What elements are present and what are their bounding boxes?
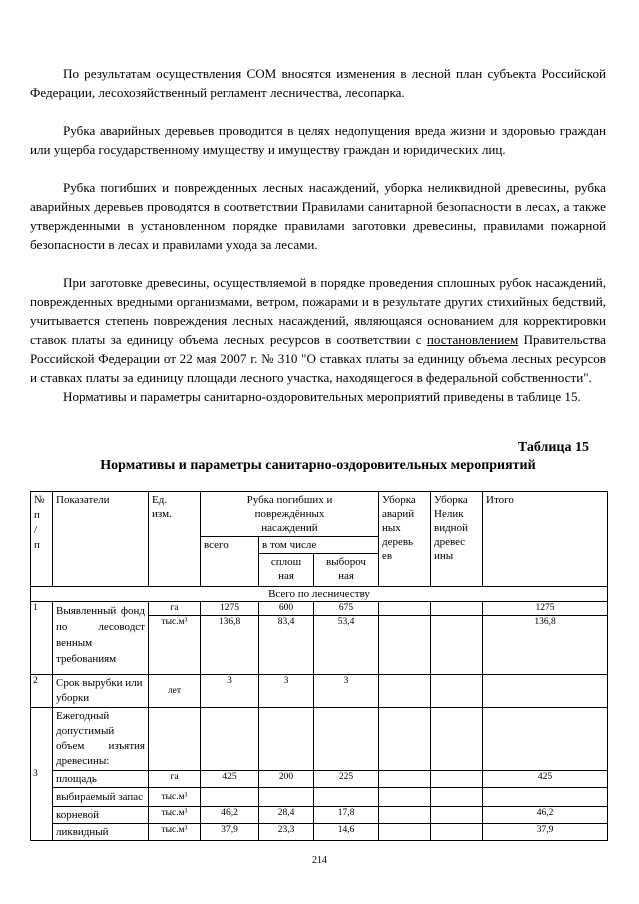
section-row [31, 587, 608, 602]
paragraph-table-reference: Нормативы и параметры санитарно-оздоровительных мероприятий приведены в таблице 15. [63, 389, 581, 404]
header-selective: выбороч ная [314, 554, 379, 587]
header-solid: сплош ная [259, 554, 314, 587]
table-row: корневой тыс.м³ 46,2 28,4 17,8 46,2 [31, 807, 608, 824]
header-row-1 [31, 492, 608, 537]
table-row: ликвидный тыс.м³ 37,9 23,3 14,6 37,9 [31, 824, 608, 841]
page-number: 214 [312, 855, 327, 866]
paragraph-rules: Рубка погибших и поврежденных лесных насаждений, уборка неликвидной древесины, рубка аварийных деревьев проводятся в соответствии Правилами санитарной безопасности в лесах, а также утвержденными в установленном порядке правилами заготовки древесины, правилами пожарной безопасности в лесах и правилами ухода за лесами. [30, 180, 606, 252]
header-indicator: Показатели [53, 492, 149, 587]
header-total: всего [201, 537, 259, 587]
table-title: Нормативы и параметры санитарно-оздоровительных мероприятий [100, 458, 536, 473]
header-illiquid: Уборка Нелик видной древес ины [431, 492, 483, 587]
section-title: Всего по лесничеству [31, 587, 608, 602]
decree-link[interactable]: постановлением [426, 332, 519, 347]
table-number: Таблица 15 [517, 440, 589, 455]
header-num: № п / п [31, 492, 53, 587]
table-row: площадь га 425 200 225 425 [31, 771, 608, 788]
table-row: 3 Ежегодный допустимый объем изъятия древесины: [31, 708, 608, 771]
header-group: Рубка погибших и повреждённых насаждений [201, 492, 379, 537]
header-unit: Ед. изм. [149, 492, 201, 587]
table-row: 2 Срок вырубки или уборки лет 3 3 3 [31, 675, 608, 708]
table-row: тыс.м³ 136,8 83,4 53,4 136,8 [31, 616, 608, 675]
table-row: 1 Выявленный фонд по лесоводст венным требованиям га 1275 600 675 1275 [31, 602, 608, 616]
paragraph-som-changes: По результатам осуществления СОМ вносятся изменения в лесной план субъекта Российской Федерации, лесохозяйственный регламент лесничества, лесопарка. [30, 66, 606, 100]
header-including: в том числе [259, 537, 379, 554]
paragraph-emergency-trees: Рубка аварийных деревьев проводится в целях недопущения вреда жизни и здоровью граждан или ущерба государственному имуществу и имуществу граждан и юридических лиц. [30, 123, 606, 157]
header-result: Итого [483, 492, 608, 587]
header-emergency: Уборка аварий ных деревь ев [379, 492, 431, 587]
table-row: выбираемый запас тыс.м³ [31, 788, 608, 807]
paragraph-timber-harvest: При заготовке древесины, осуществляемой в порядке проведения сплошных рубок насаждений, поврежденных вредными организмами, ветром, пожарами и в результате других стихийных бедствий, учитывается степень повреждения лесных насаждений, являющаяся основанием для корректировки ставок платы за единицу объема лесных ресурсов в соответствии с постановлением Правительства Российской Федерации от 22 мая 2007 г. № 310 "О ставках платы за единицу объема лесных ресурсов и ставках платы за единицу площади лесного участка, находящегося в федеральной собственности". [30, 275, 606, 385]
sanitary-measures-table [30, 491, 608, 841]
